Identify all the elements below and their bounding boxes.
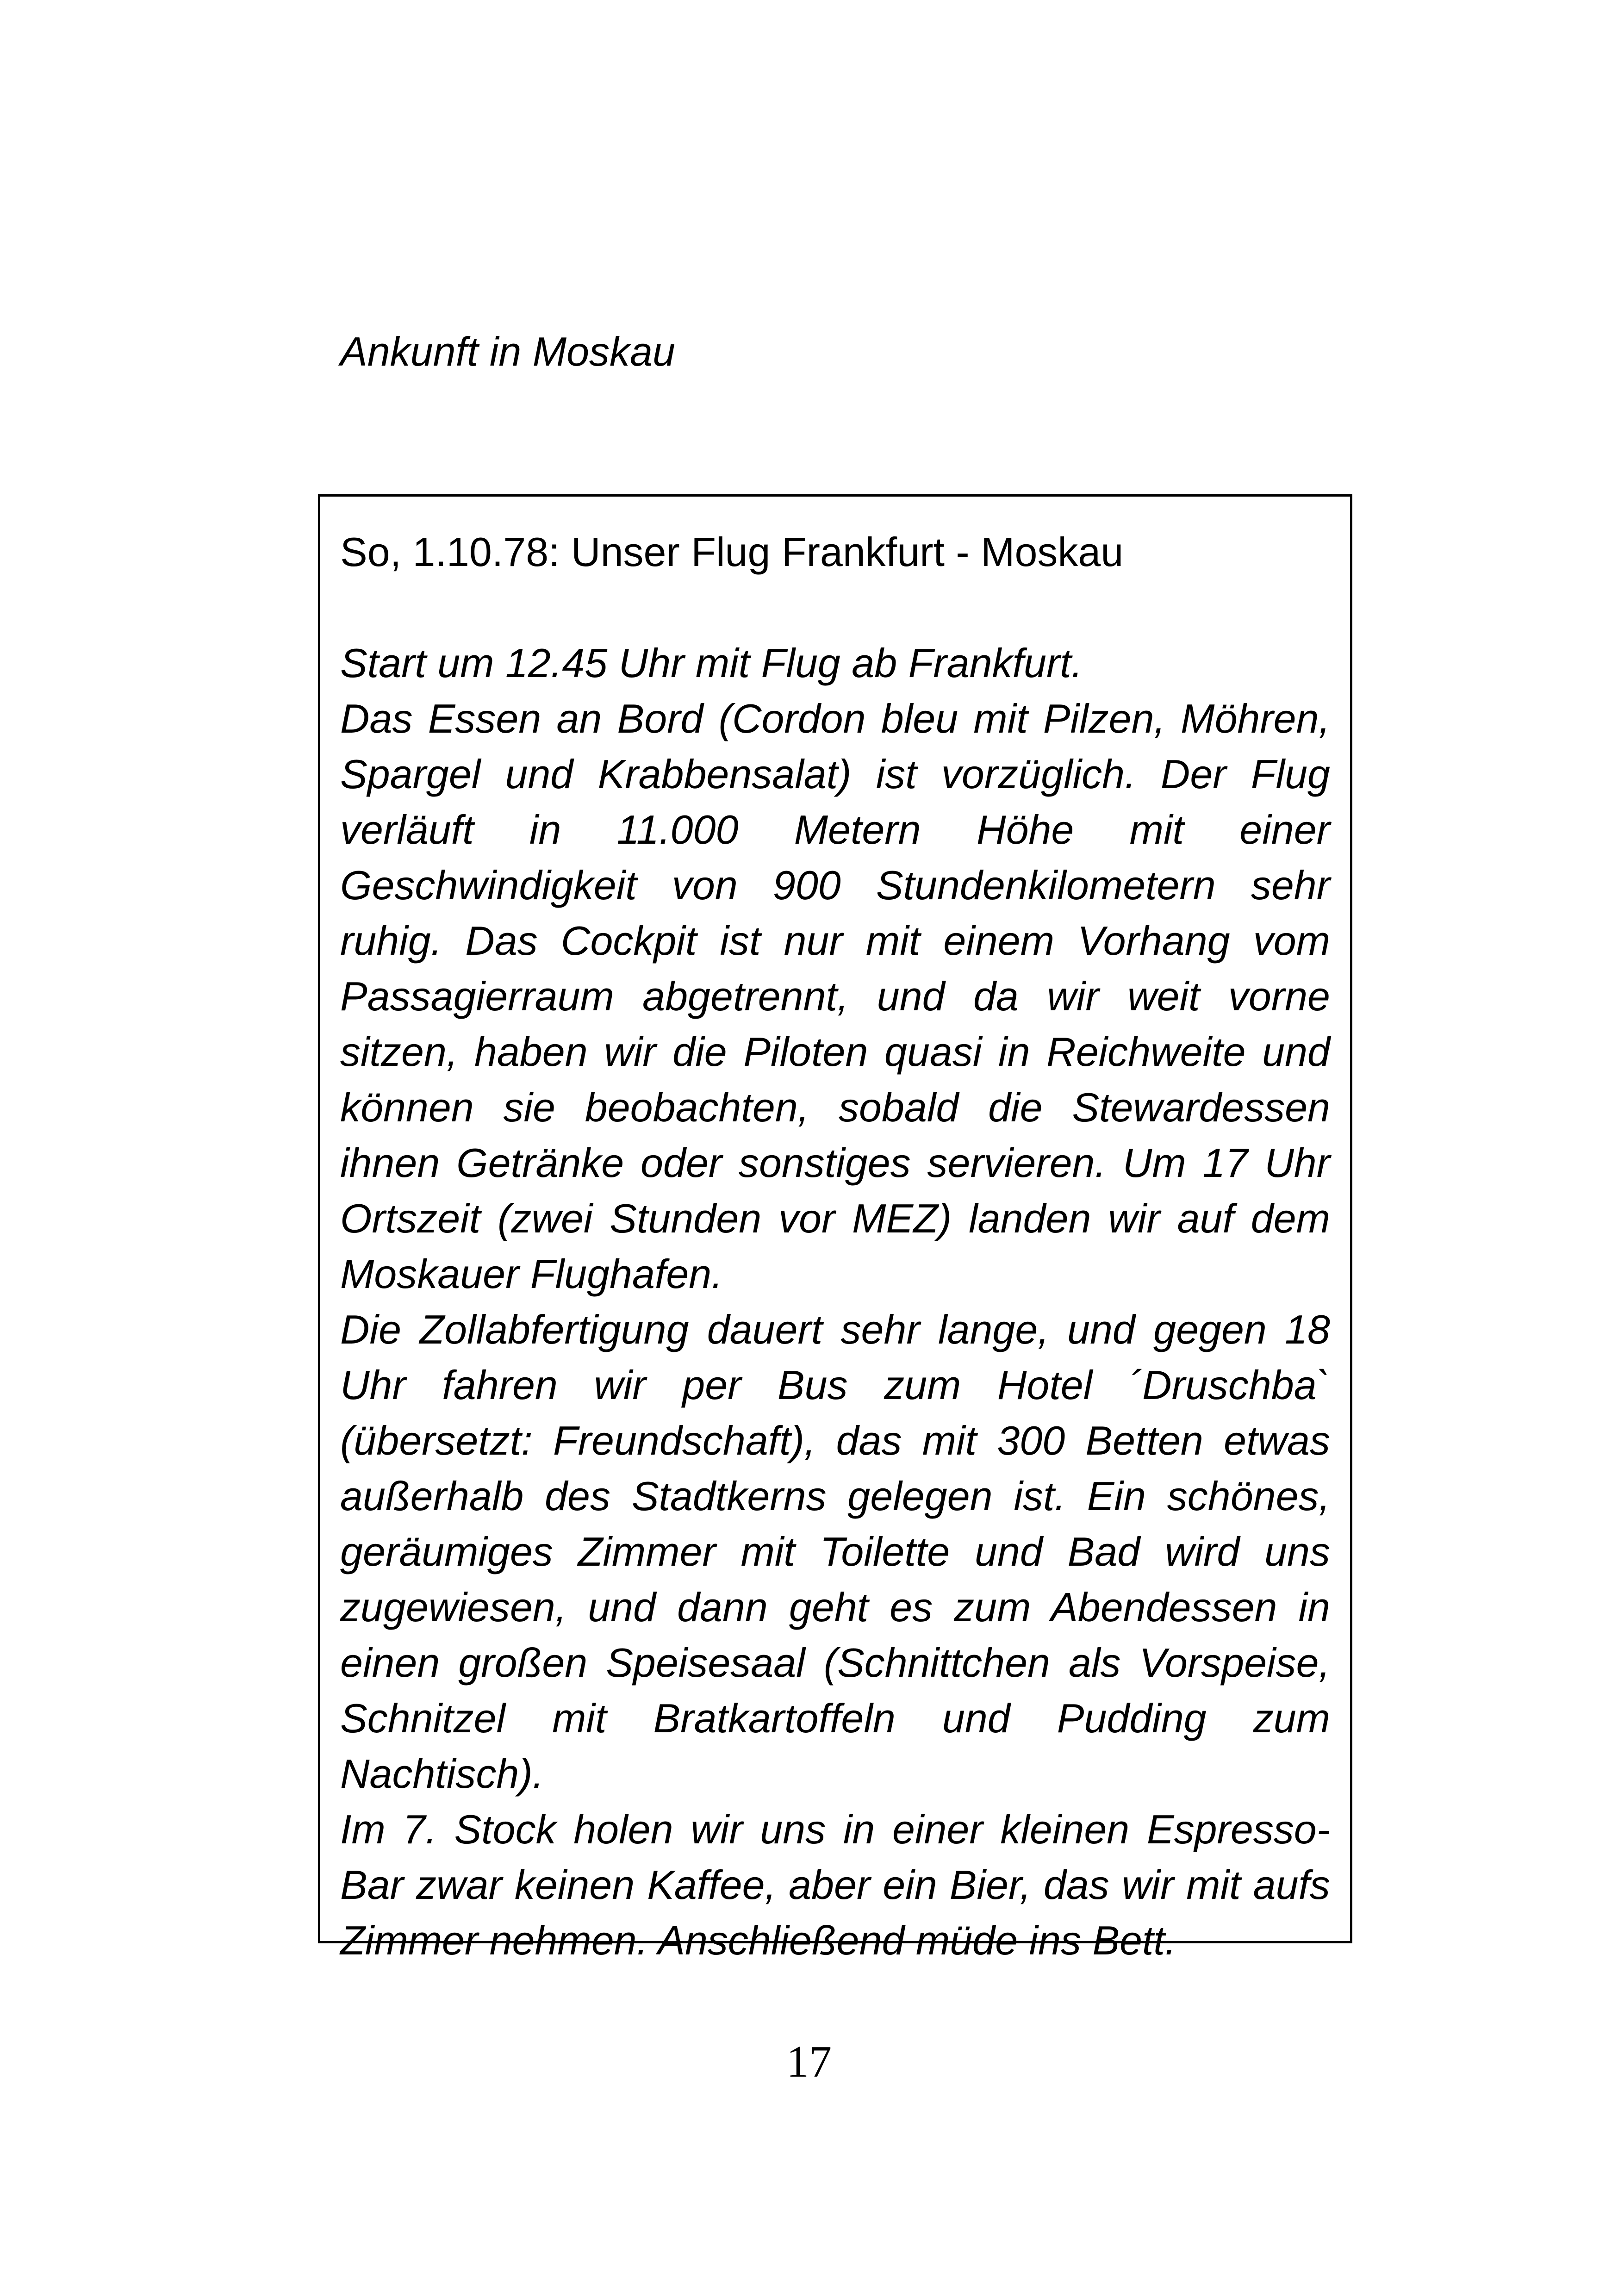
- entry-paragraph: Das Essen an Bord (Cordon bleu mit Pilzen, Möhren, Spargel und Krabbensalat) ist vorzüglich. Der Flug verläuft in 11.000 Metern Höhe mit einer Geschwindigkeit von 900 Stundenkilometern sehr ruhig. Das Cockpit ist nur mit einem Vorhang vom Passagierraum abgetrennt, und da wir weit vorne sitzen, haben wir die Piloten quasi in Reichweite und können sie beobachten, sobald die Stewardessen ihnen Getränke oder sonstiges servieren. Um 17 Uhr Ortszeit (zwei Stunden vor MEZ) landen wir auf dem Moskauer Flughafen.: [340, 696, 1330, 1297]
- diary-entry-box: [318, 494, 1352, 1963]
- page-number: 17: [786, 2037, 832, 2087]
- entry-heading: So, 1.10.78: Unser Flug Frankfurt - Moskau: [340, 529, 1124, 575]
- entry-paragraph: Start um 12.45 Uhr mit Flug ab Frankfurt.: [340, 640, 1083, 686]
- entry-body: [340, 635, 1330, 1968]
- entry-paragraph: Die Zollabfertigung dauert sehr lange, und gegen 18 Uhr fahren wir per Bus zum Hotel ´Druschba` (übersetzt: Freundschaft), das mit 300 Betten etwas außerhalb des Stadtkerns gelegen ist. Ein schönes, geräumiges Zimmer mit Toilette und Bad wird uns zugewiesen, und dann geht es zum Abendessen in einen großen Speisesaal (Schnittchen als Vorspeise, Schnitzel mit Bratkartoffeln und Pudding zum Nachtisch).: [340, 1307, 1330, 1797]
- chapter-title: Ankunft in Moskau: [340, 329, 675, 374]
- entry-paragraph: Im 7. Stock holen wir uns in einer kleinen Espresso-Bar zwar keinen Kaffee, aber ein Bier, das wir mit aufs Zimmer nehmen. Anschließend müde ins Bett.: [340, 1806, 1330, 1963]
